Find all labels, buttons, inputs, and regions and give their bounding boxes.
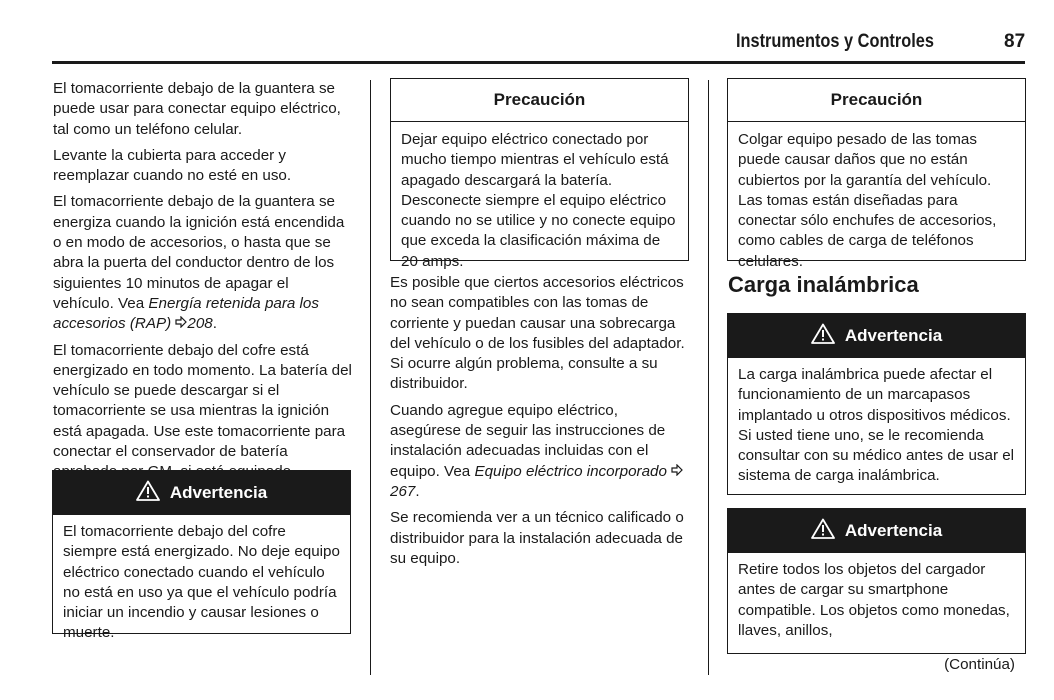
column-2 — [390, 273, 690, 575]
warning-header — [728, 509, 1025, 553]
cover-paragraph: Levante la cubierta para acceder y reemplazar cuando no esté en uso. — [53, 146, 292, 185]
equipo-page-ref[interactable]: 267 — [390, 482, 416, 500]
warning-body: La carga inalámbrica puede afectar el funcionamiento de un marcapasos implantado u otros dispositivos médicos. Si usted tiene uno, se le recomienda consultar con su médico antes de usar el sistema de carga inalámbrica. — [738, 366, 1015, 485]
caution-body: Colgar equipo pesado de las tomas puede causar daños que no están cubiertos por la garantía del vehículo. Las tomas están diseñadas para conectar sólo enchufes de accesorios, como cables de carga de teléfonos celulares. — [738, 131, 997, 270]
caution-title: Precaución — [391, 79, 688, 122]
column-divider-right — [708, 80, 709, 675]
warning-title: Advertencia — [844, 521, 943, 540]
header-rule — [52, 61, 1025, 64]
caution-body: Dejar equipo eléctrico conectado por mucho tiempo mientras el vehículo está apagado descargará la batería. Desconecte siempre el equipo eléctrico cuando no se utilice y no conecte equipo que exceda la clasificación máxima de 20 amps. — [401, 131, 676, 270]
warning-box-objects — [727, 508, 1026, 674]
rap-page-ref[interactable]: 208 — [187, 315, 213, 333]
warning-triangle-icon — [811, 518, 835, 539]
glovebox-energized-paragraph — [53, 192, 353, 334]
section-title-wireless-charging: Carga inalámbrica — [728, 272, 919, 297]
installation-text: Cuando agregue equipo eléctrico, asegúrese de seguir las instrucciones de instalación adecuadas incluidas con el equipo. Vea — [390, 401, 666, 480]
installation-paragraph — [390, 401, 690, 502]
page-header-title: Instrumentos y Controles — [736, 31, 934, 52]
caution-title: Precaución — [728, 79, 1025, 122]
glovebox-outlet-paragraph: El tomacorriente debajo de la guantera se puede usar para conectar equipo eléctrico, tal como un teléfono celular. — [53, 80, 341, 138]
continued-label: (Continúa) — [944, 656, 1015, 674]
warning-triangle-icon — [811, 323, 835, 344]
column-divider-left — [370, 80, 371, 675]
paragraph-end: . — [212, 315, 217, 333]
rap-link[interactable]: Energía retenida para los accesorios (RAP) — [53, 294, 319, 333]
page-number: 87 — [1004, 31, 1026, 52]
warning-header — [53, 471, 350, 515]
warning-header — [728, 314, 1025, 358]
warning-box-pacemaker — [727, 313, 1026, 495]
warning-box-underhood — [52, 470, 351, 642]
paragraph-end: . — [415, 482, 420, 500]
caution-box-heavy-equipment — [727, 78, 1026, 270]
caution-box-battery — [390, 78, 689, 270]
technician-paragraph: Se recomienda ver a un técnico calificado o distribuidor para la instalación adecuada de su equipo. — [390, 509, 684, 567]
underhood-outlet-paragraph: El tomacorriente debajo del cofre está energizado en todo momento. La batería del vehículo se puede descargar si el tomacorriente se usa mientras la ignición está apagada. Use este tomacorriente para conectar el conservador de batería — [53, 341, 352, 461]
glovebox-energized-text: El tomacorriente debajo de la guantera se energiza cuando la ignición está encendida o en modo de accesorios, o hasta que se abra la puerta del conductor dentro de los siguientes 10 minutos de apagar el vehículo. Vea — [53, 193, 345, 312]
compatibility-paragraph: Es posible que ciertos accesorios eléctricos no sean compatibles con las tomas de corriente y puedan causar una sobrecarga del vehículo o de los fusibles del adaptador. Si ocurre algún problema, consulte a su distribuidor. — [390, 274, 685, 393]
warning-triangle-icon — [136, 480, 160, 501]
warning-title: Advertencia — [844, 326, 943, 345]
page-ref-icon — [671, 463, 683, 480]
page-ref-icon — [175, 315, 187, 332]
column-1 — [53, 79, 353, 489]
warning-body — [728, 553, 1025, 675]
warning-body: El tomacorriente debajo del cofre siempre está energizado. No deje equipo eléctrico conectado cuando el vehículo no está en uso ya que el vehículo podría iniciar un incendio y causar lesiones o muerte. — [63, 523, 340, 642]
warning-title: Advertencia — [169, 483, 268, 502]
equipo-electrico-link[interactable]: Equipo eléctrico incorporado — [474, 462, 667, 480]
warning-body-text: Retire todos los objetos del cargador antes de cargar su smartphone compatible. Los objetos como monedas, llaves, anillos, — [738, 561, 1010, 639]
